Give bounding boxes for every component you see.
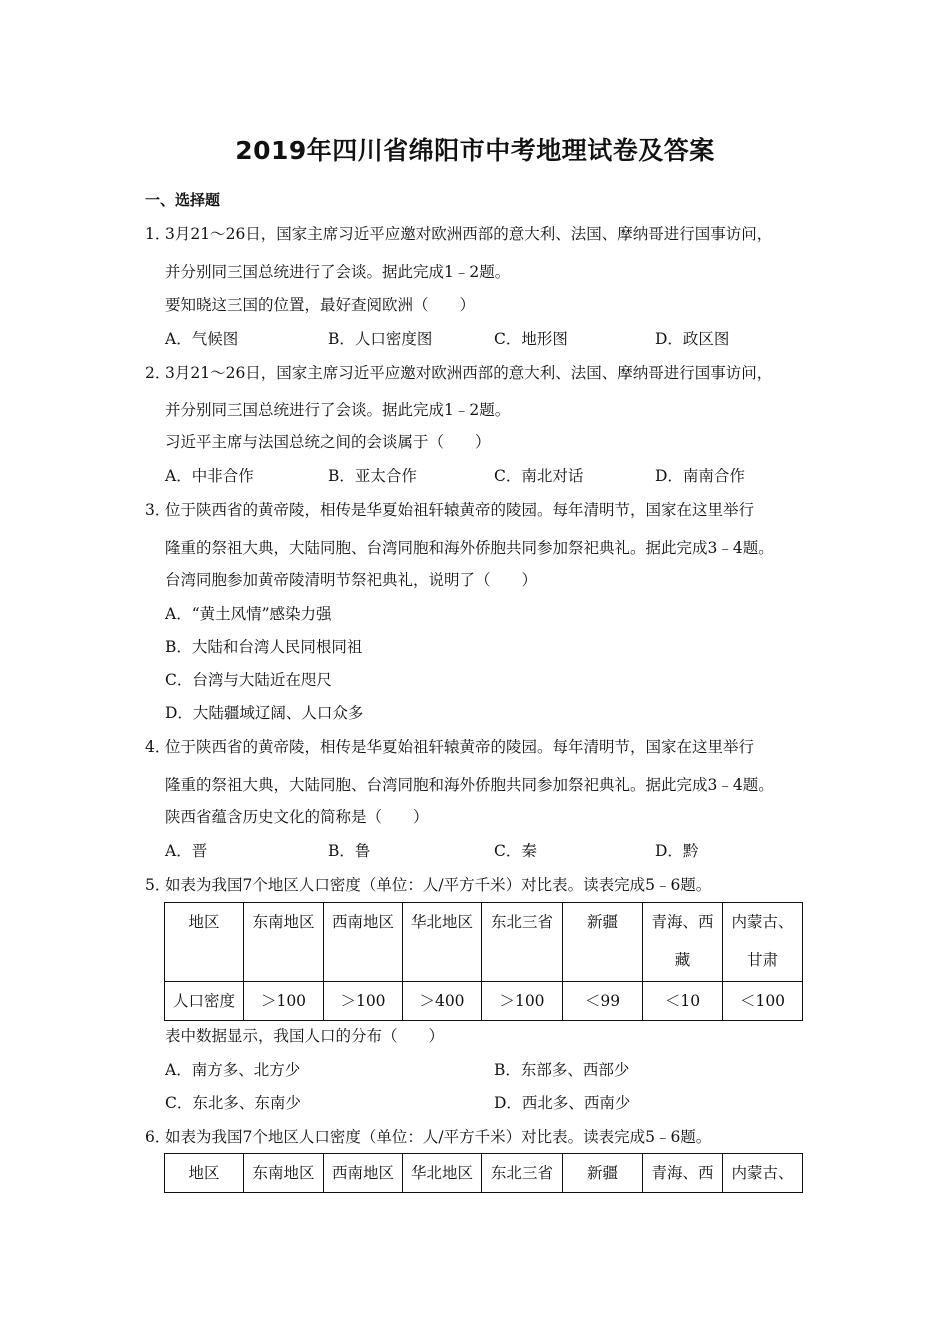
question-stem-line: 3月21～26日，国家主席习近平应邀对欧洲西部的意大利、法国、摩纳哥进行国事访问， xyxy=(165,364,773,382)
option-a: A．南方多、北方少 xyxy=(165,1061,301,1079)
option-a: A．“黄土风情”感染力强 xyxy=(165,605,332,623)
table-cell: ＜99 xyxy=(563,982,643,1021)
table-header-cell: 地区 xyxy=(165,1154,244,1193)
table-header-cell: 青海、西藏 xyxy=(643,903,723,982)
table-header-cell: 内蒙古、 xyxy=(723,1154,803,1193)
table-header-row xyxy=(165,1154,803,1193)
table-header-cell: 华北地区 xyxy=(403,903,482,982)
option-c: C．秦 xyxy=(494,842,537,860)
option-a: A．气候图 xyxy=(165,330,239,348)
table-header-cell: 东南地区 xyxy=(244,903,324,982)
option-d: D．黔 xyxy=(655,842,699,860)
option-c: C．地形图 xyxy=(494,330,568,348)
question-stem-line: 如表为我国7个地区人口密度（单位：人/平方千米）对比表。读表完成5﹣6题。 xyxy=(165,876,712,894)
option-b: B．鲁 xyxy=(328,842,371,860)
question-stem-line: 3月21～26日，国家主席习近平应邀对欧洲西部的意大利、法国、摩纳哥进行国事访问， xyxy=(165,225,773,243)
question-prompt: 台湾同胞参加黄帝陵清明节祭祀典礼，说明了（ ） xyxy=(165,571,538,589)
option-d: D．政区图 xyxy=(655,330,730,348)
table-header-cell: 西南地区 xyxy=(324,903,403,982)
option-c: C．东北多、东南少 xyxy=(165,1094,301,1112)
option-b: B．人口密度图 xyxy=(328,330,433,348)
table-row-label: 人口密度 xyxy=(165,982,244,1021)
question-prompt: 要知晓这三国的位置，最好查阅欧洲（ ） xyxy=(165,296,476,314)
population-density-table xyxy=(164,902,803,1021)
table-cell: ＞100 xyxy=(482,982,563,1021)
table-header-cell: 青海、西 xyxy=(643,1154,723,1193)
table-header-cell: 东北三省 xyxy=(482,903,563,982)
table-row xyxy=(165,982,803,1021)
option-d: D．大陆疆域辽阔、人口众多 xyxy=(165,704,364,722)
option-b: B．东部多、西部少 xyxy=(494,1061,630,1079)
option-b: B．大陆和台湾人民同根同祖 xyxy=(165,638,363,656)
page-title: 2019年四川省绵阳市中考地理试卷及答案 xyxy=(235,136,715,165)
table-header-cell: 华北地区 xyxy=(403,1154,482,1193)
table-cell: ＞100 xyxy=(244,982,324,1021)
table-cell: ＜10 xyxy=(643,982,723,1021)
question-stem-line: 隆重的祭祖大典，大陆同胞、台湾同胞和海外侨胞共同参加祭祀典礼。据此完成3﹣4题。 xyxy=(165,539,774,557)
option-d: D．西北多、西南少 xyxy=(494,1094,631,1112)
question-number: 6． xyxy=(145,1128,171,1146)
table-cell: ＞400 xyxy=(403,982,482,1021)
question-number: 2． xyxy=(145,364,171,382)
option-d: D．南南合作 xyxy=(655,467,745,485)
question-prompt: 习近平主席与法国总统之间的会谈属于（ ） xyxy=(165,433,491,451)
table-header-cell: 东北三省 xyxy=(482,1154,563,1193)
option-c: C．南北对话 xyxy=(494,467,584,485)
table-cell: ＜100 xyxy=(723,982,803,1021)
option-b: B．亚太合作 xyxy=(328,467,417,485)
table-header-cell: 新疆 xyxy=(563,1154,643,1193)
question-prompt: 表中数据显示，我国人口的分布（ ） xyxy=(165,1027,445,1045)
table-cell: ＞100 xyxy=(324,982,403,1021)
question-stem-line: 位于陕西省的黄帝陵，相传是华夏始祖轩辕黄帝的陵园。每年清明节，国家在这里举行 xyxy=(165,738,755,756)
population-density-table xyxy=(164,1153,803,1193)
question-stem-line: 并分别同三国总统进行了会谈。据此完成1﹣2题。 xyxy=(165,401,511,419)
question-stem-line: 如表为我国7个地区人口密度（单位：人/平方千米）对比表。读表完成5﹣6题。 xyxy=(165,1128,712,1146)
table-header-row xyxy=(165,903,803,982)
option-a: A．中非合作 xyxy=(165,467,254,485)
question-stem-line: 位于陕西省的黄帝陵，相传是华夏始祖轩辕黄帝的陵园。每年清明节，国家在这里举行 xyxy=(165,501,755,519)
question-number: 5． xyxy=(145,876,171,894)
table-header-cell: 新疆 xyxy=(563,903,643,982)
question-number: 3． xyxy=(145,501,171,519)
option-a: A．晋 xyxy=(165,842,208,860)
question-number: 1． xyxy=(145,225,171,243)
question-prompt: 陕西省蕴含历史文化的简称是（ ） xyxy=(165,808,429,826)
table-header-cell: 东南地区 xyxy=(244,1154,324,1193)
table-header-cell: 西南地区 xyxy=(324,1154,403,1193)
question-stem-line: 隆重的祭祖大典，大陆同胞、台湾同胞和海外侨胞共同参加祭祀典礼。据此完成3﹣4题。 xyxy=(165,776,774,794)
question-number: 4． xyxy=(145,738,171,756)
section-heading: 一、选择题 xyxy=(145,191,221,209)
table-header-cell: 地区 xyxy=(165,903,244,982)
option-c: C．台湾与大陆近在咫尺 xyxy=(165,671,332,689)
question-stem-line: 并分别同三国总统进行了会谈。据此完成1﹣2题。 xyxy=(165,263,511,281)
table-header-cell: 内蒙古、甘肃 xyxy=(723,903,803,982)
